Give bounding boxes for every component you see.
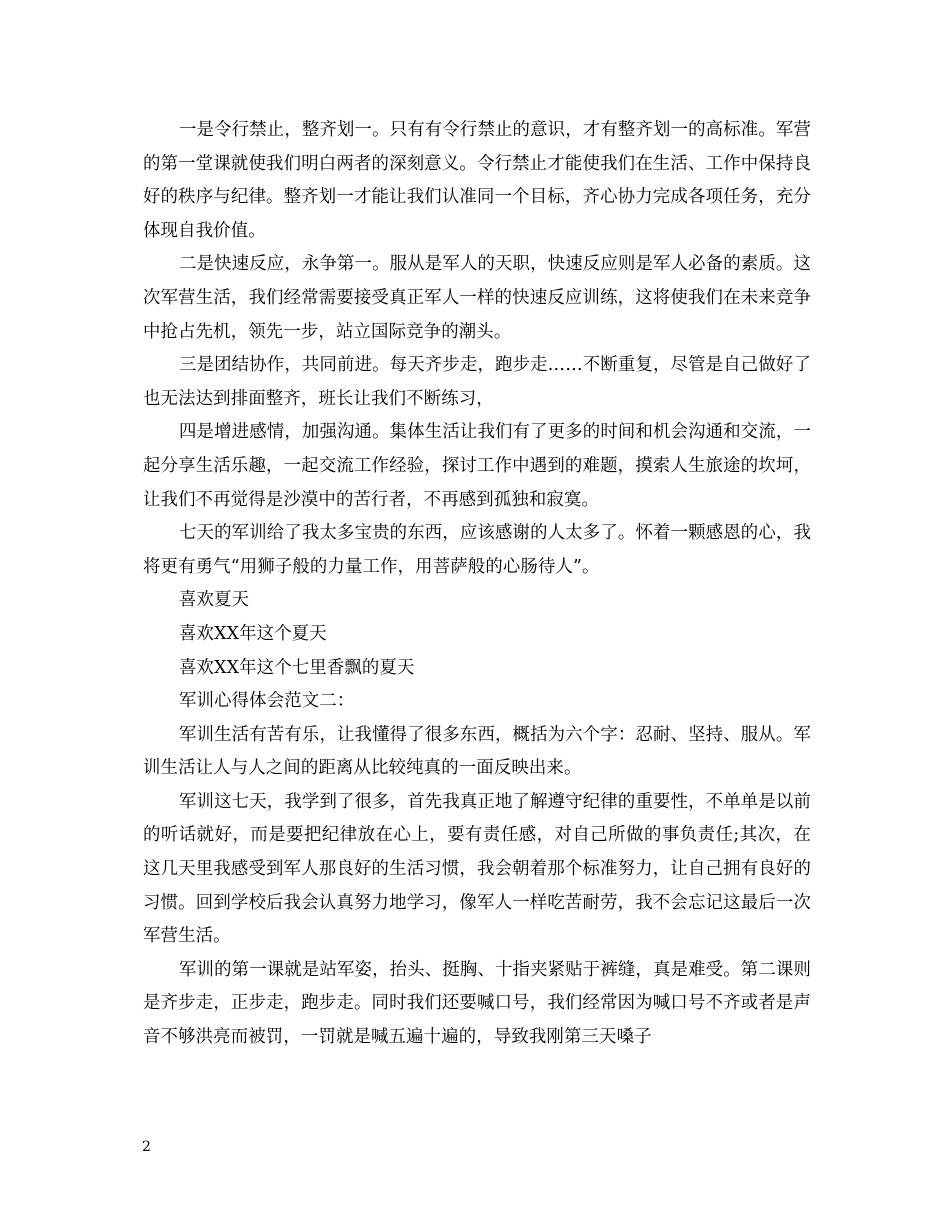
line-like-fragrant-summer: 喜欢XX年这个七里香飘的夏天: [179, 657, 415, 678]
paragraph-3: 三是团结协作，共同前进。每天齐步走，跑步走……不断重复，尽管是自己做好了也无法达到排面整齐，班长让我们不断练习，: [143, 355, 811, 409]
paragraph-5: 七天的军训给了我太多宝贵的东西，应该感谢的人太多了。怀着一颗感恩的心，我将更有勇气“用狮子般的力量工作，用菩萨般的心肠待人”。: [143, 523, 811, 577]
line-like-summer: 喜欢夏天: [179, 590, 250, 611]
paragraph-6: 军训生活有苦有乐，让我懂得了很多东西，概括为六个字：忍耐、坚持、服从。军训生活让人与人之间的距离从比较纯真的一面反映出来。: [143, 724, 811, 779]
paragraph-8: 军训的第一课就是站军姿，抬头、挺胸、十指夹紧贴于裤缝，真是难受。第二课则是齐步走，正步走，跑步走。同时我们还要喊口号，我们经常因为喊口号不齐或者是声音不够洪亮而被罚，一罚就是喊五遍十遍的，导致我刚第三天嗓子: [143, 959, 811, 1048]
section-heading: 军训心得体会范文二：: [179, 691, 355, 712]
body-text: [143, 114, 811, 1055]
paragraph-7: 军训这七天，我学到了很多，首先我真正地了解遵守纪律的重要性，不单单是以前的听话就好，而是要把纪律放在心上，要有责任感，对自己所做的事负责任;其次，在这几天里我感受到军人那良好的生活习惯，我会朝着那个标准努力，让自己拥有良好的习惯。回到学校后我会认真努力地学习，像军人一样吃苦耐劳，我不会忘记这最后一次军营生活。: [143, 791, 811, 947]
paragraph-2: 二是快速反应，永争第一。服从是军人的天职，快速反应则是军人必备的素质。这次军营生活，我们经常需要接受真正军人一样的快速反应训练，这将使我们在未来竞争中抢占先机，领先一步，站立国际竞争的潮头。: [143, 254, 811, 342]
paragraph-1: 一是令行禁止，整齐划一。只有有令行禁止的意识，才有整齐划一的高标准。军营的第一堂课就使我们明白两者的深刻意义。令行禁止才能使我们在生活、工作中保持良好的秩序与纪律。整齐划一才能让我们认准同一个目标，齐心协力完成各项任务，充分体现自我价值。: [143, 120, 811, 241]
line-like-this-summer: 喜欢XX年这个夏天: [179, 623, 327, 644]
page-number: 2: [142, 1139, 151, 1155]
paragraph-4: 四是增进感情，加强沟通。集体生活让我们有了更多的时间和机会沟通和交流，一起分享生活乐趣，一起交流工作经验，探讨工作中遇到的难题，摸索人生旅途的坎坷，让我们不再觉得是沙漠中的苦行者，不再感到孤独和寂寞。: [143, 422, 811, 510]
